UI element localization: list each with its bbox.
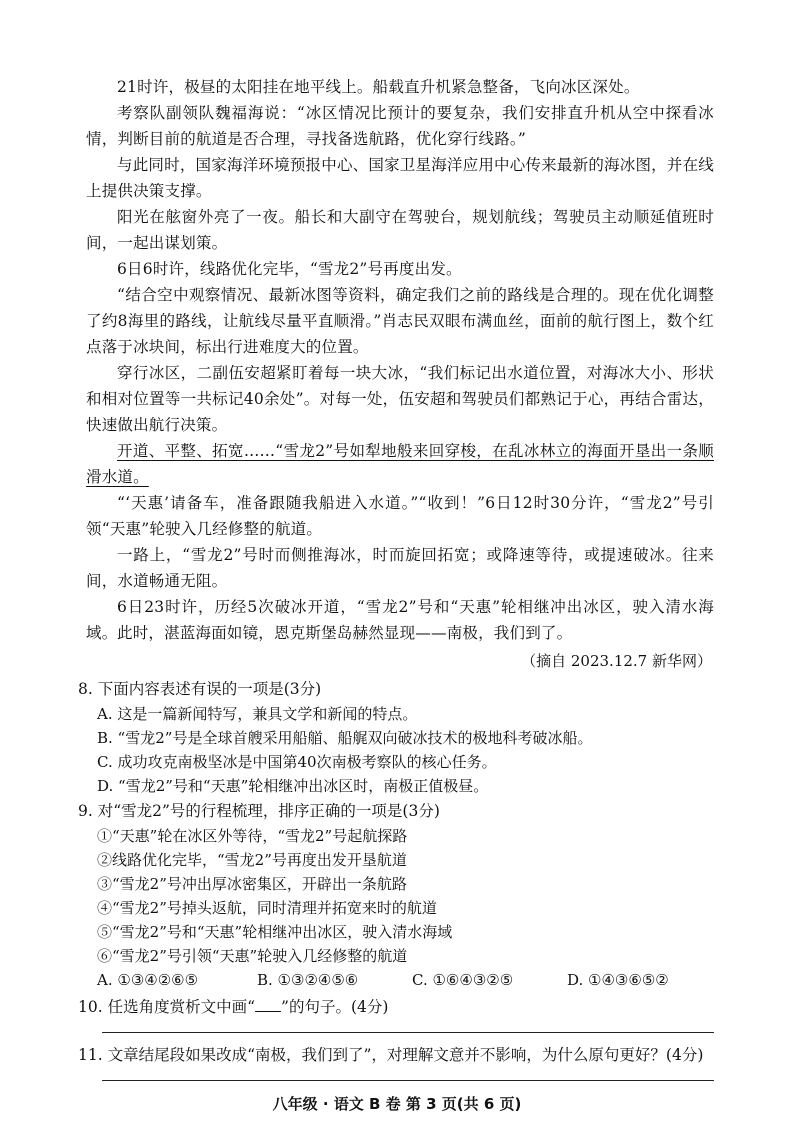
question-9-choice-a: A. ①③④②⑥⑤ <box>97 971 199 989</box>
question-9-item-3: ③“雪龙2”号冲出厚冰密集区，开辟出一条航路 <box>97 875 407 893</box>
question-11-stem: 11. 文章结尾段如果改成“南极，我们到了”，对理解文意并不影响，为什么原句更好？(4分) <box>78 1046 704 1064</box>
question-9-item-4: ④“雪龙2”号掉头返航，同时清理并拓宽来时的航道 <box>97 899 437 917</box>
question-8-option-c: C. 成功攻克南极坚冰是中国第40次南极考察队的核心任务。 <box>97 753 497 771</box>
article-paragraph-1: 21时许，极昼的太阳挂在地平线上。船载直升机紧急整备，飞向冰区深处。 <box>117 78 640 96</box>
question-8-option-a: A. 这是一篇新闻特写，兼具文学和新闻的特点。 <box>97 705 418 723</box>
article-paragraph-10: 一路上，“雪龙2”号时而侧推海冰，时而旋回拓宽；或降速等待，或提速破冰。往来间，水道畅通无阻。 <box>86 546 714 590</box>
underlined-sentence: 开道、平整、拓宽……“雪龙2”号如犁地般来回穿梭，在乱冰林立的海面开垦出一条顺滑水道。 <box>86 442 714 486</box>
underline-mark <box>255 997 281 1012</box>
article-paragraph-2: 考察队副领队魏福海说：“冰区情况比预计的要复杂，我们安排直升机从空中探看冰情，判断目前的航道是否合理，寻找备选航路，优化穿行线路。” <box>86 104 714 148</box>
article-paragraph-6: “结合空中观察情况、最新冰图等资料，确定我们之前的路线是合理的。现在优化调整了约8海里的路线，让航线尽量平直顺滑。”肖志民双眼布满血丝，面前的航行图上，数个红点落于冰块间，标出行进难度大的位置。 <box>86 286 714 356</box>
question-10-stem-suffix: ”的句子。(4分) <box>281 998 389 1016</box>
question-9-choices <box>97 968 717 992</box>
question-9-stem: 9. 对“雪龙2”号的行程梳理，排序正确的一项是(3分) <box>78 802 440 820</box>
question-8-option-d: D. “雪龙2”号和“天惠”轮相继冲出冰区时，南极正值极昼。 <box>97 777 489 795</box>
article-paragraph-7: 穿行冰区，二副伍安超紧盯着每一块大冰，“我们标记出水道位置，对海冰大小、形状和相对位置等一共标记40余处”。对每一处，伍安超和驾驶员们都熟记于心，再结合雷达，快速做出航行决策。 <box>86 364 714 434</box>
question-9-item-2: ②线路优化完毕，“雪龙2”号再度出发开垦航道 <box>97 851 407 869</box>
question-10-stem <box>78 994 718 1020</box>
question-8-option-b: B. “雪龙2”号是全球首艘采用船艏、船艉双向破冰技术的极地科考破冰船。 <box>97 729 593 747</box>
question-9-item-1: ①“天惠”轮在冰区外等待，“雪龙2”号起航探路 <box>97 827 408 845</box>
question-9-item-6: ⑥“雪龙2”号引领“天惠”轮驶入几经修整的航道 <box>97 947 408 965</box>
article-paragraph-9: “‘天惠’请备车，准备跟随我船进入水道。”“收到！”6日12时30分许，“雪龙2”号引领“天惠”轮驶入几经修整的航道。 <box>86 494 714 538</box>
article-paragraph-4: 阳光在舷窗外亮了一夜。船长和大副守在驾驶台，规划航线；驾驶员主动顺延值班时间，一起出谋划策。 <box>86 208 714 252</box>
article-paragraph-5: 6日6时许，线路优化完毕，“雪龙2”号再度出发。 <box>117 260 462 278</box>
article-paragraph-12: 此时，湛蓝海面如镜，恩克斯堡岛赫然显现——南极，我们到了。 <box>117 624 573 642</box>
question-10-stem-prefix: 10. 任选角度赏析文中画“ <box>78 998 256 1016</box>
question-10-answer-line[interactable] <box>102 1032 714 1033</box>
page-footer: 八年级 · 语文 B 卷 第 3 页(共 6 页) <box>272 1095 522 1113</box>
article-paragraph-3: 与此同时，国家海洋环境预报中心、国家卫星海洋应用中心传来最新的海冰图，并在线上提供决策支撑。 <box>86 156 714 200</box>
question-9-choice-c: C. ①⑥④③②⑤ <box>412 971 514 989</box>
article-source: （摘自 2023.12.7 新华网） <box>521 652 712 670</box>
question-9-item-5: ⑤“雪龙2”号和“天惠”轮相继冲出冰区，驶入清水海域 <box>97 923 453 941</box>
question-11-answer-line[interactable] <box>102 1080 714 1081</box>
question-9-choice-d: D. ①④③⑥⑤② <box>567 971 669 989</box>
question-9-choice-b: B. ①③②④⑤⑥ <box>257 971 359 989</box>
article-paragraph-11: 6日23时许，历经5次破冰开道，“雪龙2”号和“天惠”轮相继冲出冰区，驶入清水海域。 <box>86 598 714 642</box>
question-8-stem: 8. 下面内容表述有误的一项是(3分) <box>78 680 322 698</box>
